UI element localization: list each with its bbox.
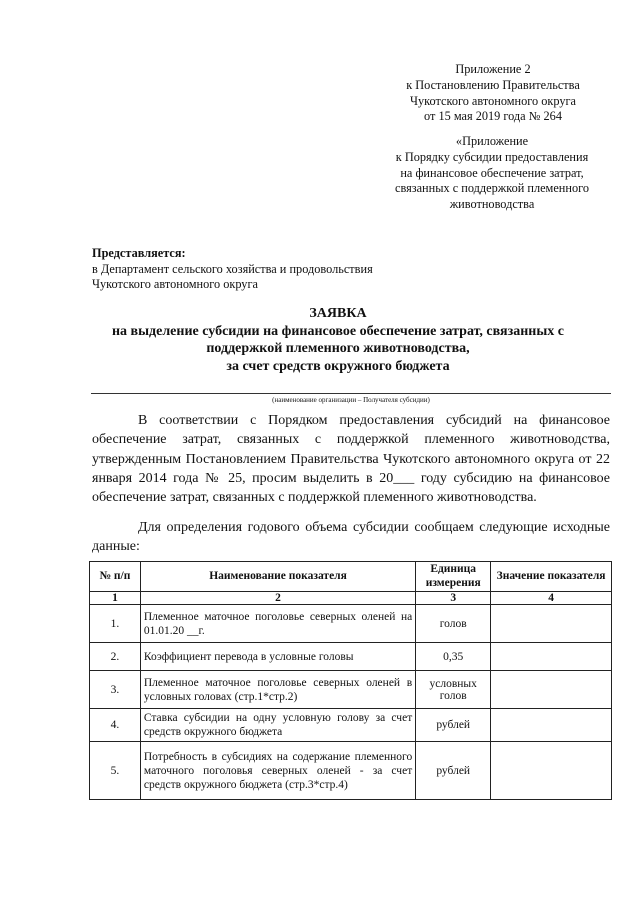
organization-name-line <box>91 393 611 394</box>
submitted-to-line: Чукотского автономного округа <box>92 277 258 291</box>
request-paragraph: В соответствии с Порядком предоставления субсидий на финансовое обеспечение затрат, связанных с поддержкой племенного животноводства, утвержденным Постановлением Правительства Чукотского автономного округа от 22 января 2014 года № 25, просим выделить в 20___ году субсидию на финансовое обеспечение затрат, связанных с поддержкой племенного животноводства. <box>92 413 610 506</box>
header-num: № п/п <box>90 562 141 592</box>
column-number: 1 <box>90 592 141 605</box>
annex-order-line: «Приложение <box>455 134 529 148</box>
submitted-to-heading: Представляется: <box>92 246 186 260</box>
row-number: 1. <box>90 605 141 643</box>
table-row <box>90 605 612 643</box>
row-value <box>491 709 612 742</box>
column-number-row <box>90 592 612 605</box>
row-unit: голов <box>416 605 491 643</box>
row-name: Потребность в субсидиях на содержание племенного маточного поголовья северных оленей - за счет средств окружного бюджета (стр.3*стр.4) <box>140 742 415 800</box>
table-row <box>90 643 612 671</box>
column-number: 2 <box>140 592 415 605</box>
title-line: за счет средств окружного бюджета <box>226 358 450 374</box>
header-value: Значение показателя <box>491 562 612 592</box>
row-name: Племенное маточное поголовье северных оленей на 01.01.20 __г. <box>140 605 415 643</box>
row-unit: условных голов <box>416 671 491 709</box>
indicators-table <box>89 561 612 800</box>
row-unit: 0,35 <box>416 643 491 671</box>
row-unit: рублей <box>416 742 491 800</box>
title-line: ЗАЯВКА <box>309 306 367 321</box>
submitted-to-line: в Департамент сельского хозяйства и продовольствия <box>92 261 373 276</box>
row-number: 5. <box>90 742 141 800</box>
header-unit: Единица измерения <box>416 562 491 592</box>
annex-order-line: животноводства <box>449 197 535 212</box>
row-value <box>491 643 612 671</box>
annex-line: Приложение 2 <box>455 62 531 76</box>
annex-line: от 15 мая 2019 года № 264 <box>424 109 562 124</box>
row-unit: рублей <box>416 709 491 742</box>
row-name: Племенное маточное поголовье северных оленей в условных головах (стр.1*стр.2) <box>140 671 415 709</box>
row-value <box>491 742 612 800</box>
annex-order-line: к Порядку субсидии предоставления <box>395 149 589 164</box>
title-line: на выделение субсидии на финансовое обеспечение затрат, связанных с <box>111 323 565 339</box>
annex-order-line: связанных с поддержкой племенного <box>394 181 589 196</box>
row-number: 2. <box>90 643 141 671</box>
column-number: 3 <box>416 592 491 605</box>
annex-order-line: на финансовое обеспечение затрат, <box>400 165 584 180</box>
table-row <box>90 742 612 800</box>
organization-name-caption: (наименование организации – Получателя субсидии) <box>272 396 430 404</box>
row-name: Коэффициент перевода в условные головы <box>140 643 415 671</box>
annex-line: Чукотского автономного округа <box>410 93 576 108</box>
annex-header <box>388 62 598 125</box>
row-value <box>491 605 612 643</box>
row-number: 4. <box>90 709 141 742</box>
document-title <box>70 305 606 375</box>
row-value <box>491 671 612 709</box>
row-name: Ставка субсидии на одну условную голову за счет средств окружного бюджета <box>140 709 415 742</box>
table-row <box>90 671 612 709</box>
submitted-to-block <box>92 246 373 293</box>
table-header-row <box>90 562 612 592</box>
table-row <box>90 709 612 742</box>
data-intro-paragraph: Для определения годового объема субсидии сообщаем следующие исходные данные: <box>92 520 610 555</box>
title-line: поддержкой племенного животноводства, <box>206 341 470 356</box>
header-name: Наименование показателя <box>140 562 415 592</box>
column-number: 4 <box>491 592 612 605</box>
annex-line: к Постановлению Правительства <box>406 77 580 92</box>
annex-order-header <box>372 134 612 213</box>
row-number: 3. <box>90 671 141 709</box>
